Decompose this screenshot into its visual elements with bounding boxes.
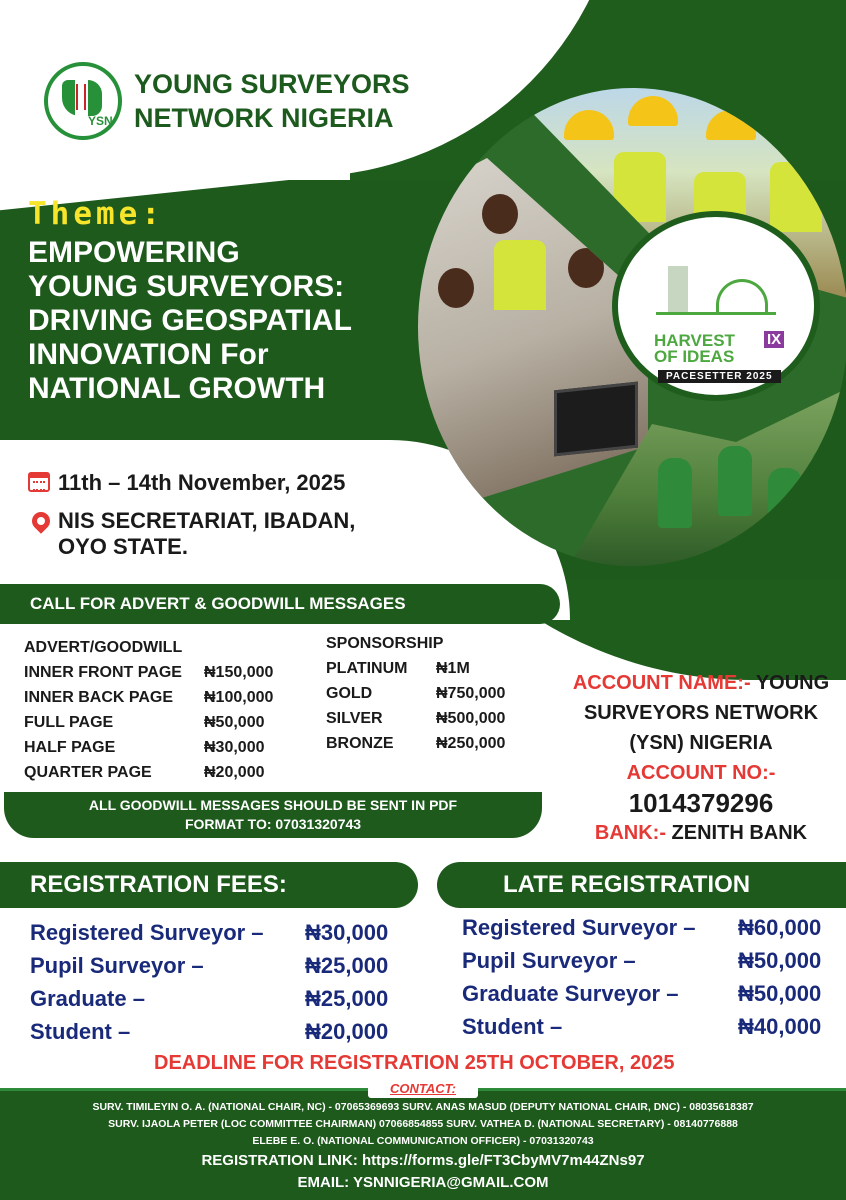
goodwill-note: ALL GOODWILL MESSAGES SHOULD BE SENT IN PDF FORMAT TO: 07031320743 — [88, 797, 458, 832]
event-date-text: 11th – 14th November, 2025 — [58, 470, 346, 495]
survey-tripod-icon — [76, 84, 86, 110]
badge-edition: IX — [764, 331, 784, 348]
organization-name — [134, 67, 410, 135]
badge-subtitle: PACESETTER 2025 — [658, 370, 781, 383]
fee-row: Pupil Surveyor – ₦50,000 — [462, 948, 822, 973]
rate-row: INNER BACK PAGE ₦100,000 — [24, 689, 274, 706]
rate-row: PLATINUM ₦1M — [326, 660, 470, 677]
theme-line: YOUNG SURVEYORS: — [28, 270, 345, 303]
location-pin-icon — [28, 508, 53, 533]
theme-label: Theme: — [28, 196, 164, 232]
theme-line: NATIONAL GROWTH — [28, 372, 326, 405]
advert-title: CALL FOR ADVERT & GOODWILL MESSAGES — [30, 594, 406, 613]
late-registration-fees — [462, 915, 821, 1047]
rate-row: GOLD ₦750,000 — [326, 685, 506, 702]
theme-text — [28, 236, 428, 406]
venue-line2: OYO STATE. — [58, 534, 188, 559]
skyline-icon — [656, 255, 776, 315]
late-registration-title: LATE REGISTRATION — [503, 871, 751, 898]
rate-row: FULL PAGE ₦50,000 — [24, 714, 265, 731]
registration-title: REGISTRATION FEES: — [30, 871, 287, 898]
ysn-logo — [44, 62, 122, 140]
venue-line1: NIS SECRETARIAT, IBADAN, — [58, 508, 356, 533]
fee-row: Registered Surveyor – ₦30,000 — [30, 920, 389, 945]
logo-abbreviation: YSN — [88, 114, 113, 128]
organization-header — [44, 62, 410, 140]
contact-line: SURV. TIMILEYIN O. A. (NATIONAL CHAIR, NC) - 07065369693 SURV. ANAS MASUD (DEPUTY NATIONAL CHAIR, DNC) - 08035618387 — [92, 1101, 754, 1113]
contact-email[interactable]: EMAIL: YSNNIGERIA@GMAIL.COM — [297, 1174, 549, 1191]
harvest-of-ideas-badge — [612, 211, 820, 401]
account-number-label: ACCOUNT NO:- — [626, 762, 776, 784]
office-photo — [418, 158, 648, 518]
rate-row: QUARTER PAGE ₦20,000 — [24, 764, 265, 781]
event-venue — [28, 508, 355, 560]
goodwill-header: ADVERT/GOODWILL — [24, 639, 183, 656]
bank-account-details: ACCOUNT NAME:- YOUNG SURVEYORS NETWORK (YSN) NIGERIA ACCOUNT NO:- 1014379296 BANK:- ZENITH BANK — [556, 668, 846, 848]
rate-row: HALF PAGE ₦30,000 — [24, 739, 265, 756]
goodwill-rates — [24, 639, 273, 789]
contact-line: SURV. IJAOLA PETER (LOC COMMITTEE CHAIRMAN) 07066854855 SURV. VATHEA D. (NATIONAL SECRETARY) - 08140776888 — [108, 1118, 738, 1130]
organization-name-line1: YOUNG SURVEYORS — [134, 69, 410, 99]
sponsorship-rates — [326, 635, 505, 760]
rate-row: BRONZE ₦250,000 — [326, 735, 506, 752]
account-number: 1014379296 — [628, 788, 774, 818]
bank-name: ZENITH BANK — [671, 822, 808, 844]
calendar-icon — [28, 472, 50, 492]
contact-label: CONTACT: — [368, 1080, 478, 1098]
theme-line: INNOVATION For — [28, 338, 269, 371]
account-name-value: YOUNG — [755, 672, 830, 694]
contact-line: ELEBE E. O. (NATIONAL COMMUNICATION OFFICER) - 07031320743 — [252, 1135, 594, 1147]
theme-line: EMPOWERING — [28, 236, 240, 269]
fee-row: Student – ₦40,000 — [462, 1014, 822, 1039]
computer-monitor-icon — [554, 382, 638, 457]
fee-row: Graduate – ₦25,000 — [30, 986, 389, 1011]
account-name-label: ACCOUNT NAME:- — [572, 672, 751, 694]
fee-row: Registered Surveyor – ₦60,000 — [462, 915, 822, 940]
theme-line: DRIVING GEOSPATIAL — [28, 304, 352, 337]
fee-row: Student – ₦20,000 — [30, 1019, 389, 1044]
registration-deadline: DEADLINE FOR REGISTRATION 25TH OCTOBER, 2025 — [154, 1052, 675, 1074]
sponsorship-header: SPONSORSHIP — [326, 635, 444, 652]
registration-link[interactable]: REGISTRATION LINK: https://forms.gle/FT3CbyMV7m44ZNs97 — [201, 1152, 645, 1169]
registration-fees — [30, 920, 388, 1052]
event-date — [28, 470, 345, 496]
rate-row: INNER FRONT PAGE ₦150,000 — [24, 664, 274, 681]
organization-name-line2: NETWORK NIGERIA — [134, 103, 394, 133]
bank-label: BANK:- — [594, 822, 666, 844]
badge-title: HARVEST OF IDEAS — [654, 331, 735, 366]
fee-row: Graduate Surveyor – ₦50,000 — [462, 981, 822, 1006]
rate-row: SILVER ₦500,000 — [326, 710, 506, 727]
fee-row: Pupil Surveyor – ₦25,000 — [30, 953, 389, 978]
